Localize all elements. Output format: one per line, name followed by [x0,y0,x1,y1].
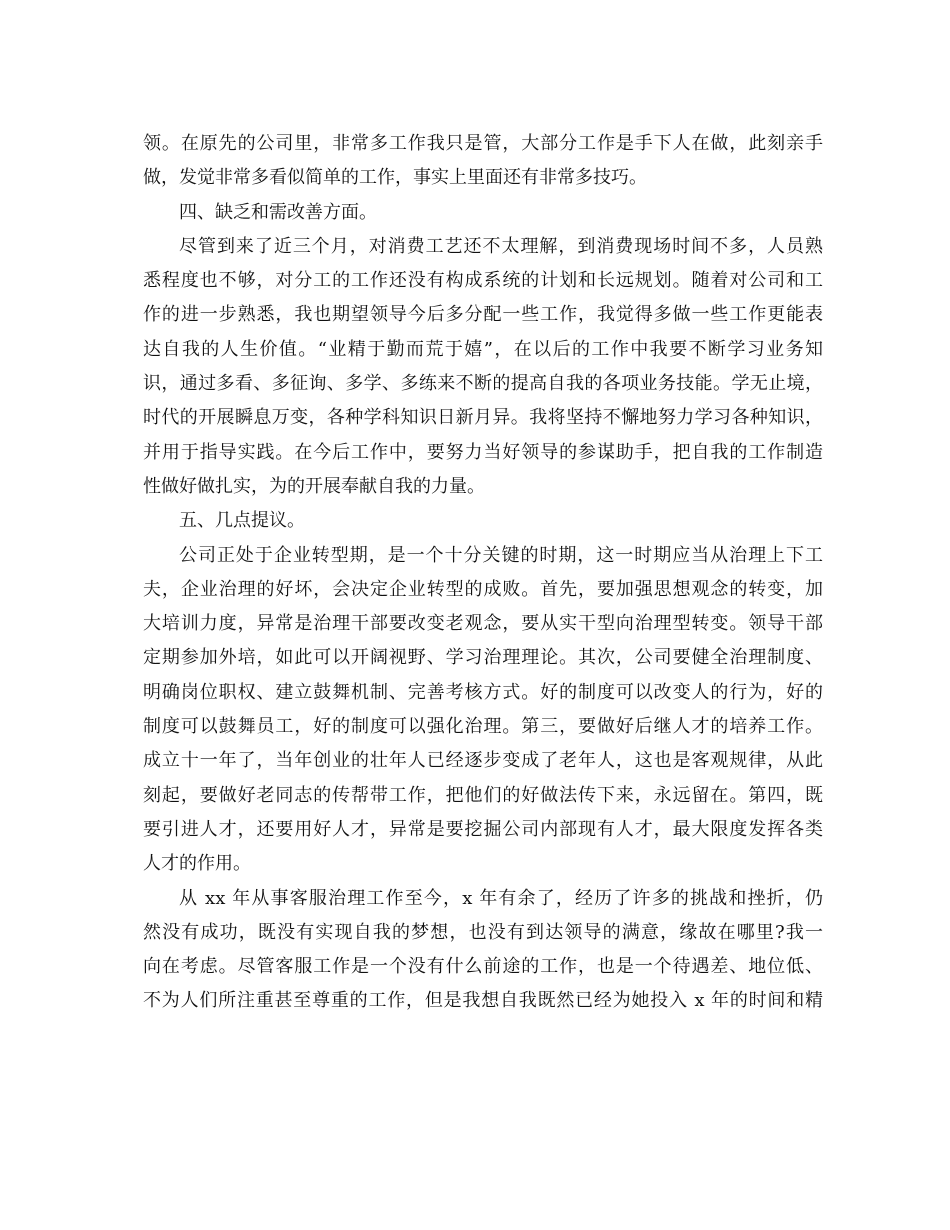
text-line: 领。在原先的公司里，非常多工作我只是管，大部分工作是手下人在做，此刻亲手 [143,133,823,154]
text-line: 悉程度也不够，对分工的工作还没有构成系统的计划和长远规划。随着对公司和工 [143,270,823,292]
document-body [143,127,823,1019]
text-line: 大培训力度，异常是治理干部要改变老观念，要从实干型向治理型转变。领导干部 [143,613,823,635]
text-line: 时代的开展瞬息万变，各种学科知识日新月异。我将坚持不懈地努力学习各种知识， [143,407,823,429]
text-line: 达自我的人生价值。“业精于勤而荒于嬉”，在以后的工作中我要不断学习业务知 [143,338,823,360]
text-line: 制度可以鼓舞员工，好的制度可以强化治理。第三，要做好后继人才的培养工作。 [143,716,823,738]
text-line: 成立十一年了，当年创业的壮年人已经逐步变成了老年人，这也是客观规律，从此 [143,750,823,772]
text-line: 作的进一步熟悉，我也期望领导今后多分配一些工作，我觉得多做一些工作更能表 [143,304,823,326]
text-line: 并用于指导实践。在今后工作中，要努力当好领导的参谋助手，把自我的工作制造 [143,441,823,463]
text-line: 明确岗位职权、建立鼓舞机制、完善考核方式。好的制度可以改变人的行为，好的 [143,681,823,703]
text-line: 刻起，要做好老同志的传帮带工作，把他们的好做法传下来，永远留在。第四，既 [143,784,823,806]
section-heading: 五、几点提议。 [179,510,305,532]
text-line: 尽管到来了近三个月，对消费工艺还不太理解，到消费现场时间不多，人员熟 [179,235,823,257]
text-line: 性做好做扎实，为的开展奉献自我的力量。 [143,475,485,497]
text-line: 公司正处于企业转型期，是一个十分关键的时期，这一时期应当从治理上下工 [179,544,823,566]
section-heading: 四、缺乏和需改善方面。 [179,201,377,223]
text-line: 做，发觉非常多看似简单的工作，事实上里面还有非常多技巧。 [143,167,647,189]
text-line: 不为人们所注重甚至尊重的工作，但是我想自我既然已经为她投入 x 年的时间和精 [143,990,823,1012]
text-line: 识，通过多看、多征询、多学、多练来不断的提高自我的各项业务技能。学无止境， [143,373,823,395]
text-line: 夫，企业治理的好坏，会决定企业转型的成败。首先，要加强思想观念的转变，加 [143,578,823,600]
text-line: 从 xx 年从事客服治理工作至今，x 年有余了，经历了许多的挑战和挫折，仍 [179,887,823,909]
text-line: 向在考虑。尽管客服工作是一个没有什么前途的工作，也是一个待遇差、地位低、 [143,956,823,978]
text-line: 定期参加外培，如此可以开阔视野、学习治理理论。其次，公司要健全治理制度、 [143,647,823,669]
text-line: 然没有成功，既没有实现自我的梦想，也没有到达领导的满意，缘故在哪里?我一 [143,921,823,943]
text-line: 要引进人才，还要用好人才，异常是要挖掘公司内部现有人才，最大限度发挥各类 [143,818,823,840]
text-line: 人才的作用。 [143,853,251,875]
